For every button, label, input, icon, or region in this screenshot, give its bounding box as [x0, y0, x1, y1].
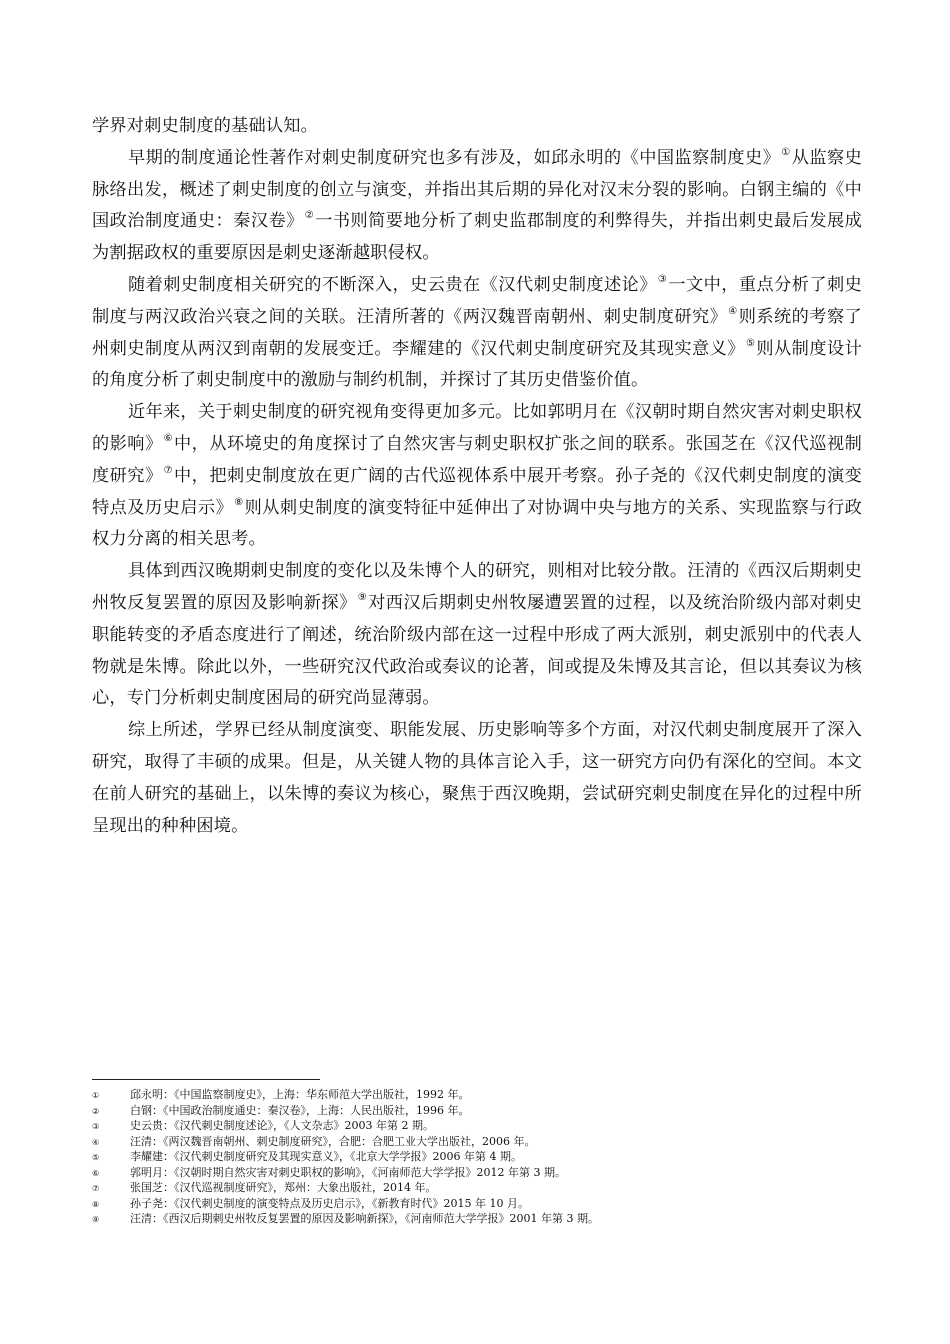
body-text — [92, 111, 862, 842]
footnote-number: ③ — [92, 1122, 100, 1131]
footnote-text: 白钢：《中国政治制度通史：秦汉卷》，上海：人民出版社，1996 年。 — [130, 1103, 470, 1117]
footnote-text: 邱永明：《中国监察制度史》，上海：华东师范大学出版社，1992 年。 — [130, 1088, 470, 1101]
footnote-separator — [92, 1079, 320, 1080]
paragraph-text: 一书则简要地分析了刺史监郡制度的利弊得失，并指出刺史最后发展成为割据政权的重要原因是刺史逐渐越职侵权。 — [92, 211, 863, 264]
footnote-reference[interactable]: ④ — [728, 305, 738, 317]
footnote-number: ⑤ — [92, 1153, 100, 1162]
paragraph-text: 一文中，重点分析了刺史制度与两汉政治兴衰之间的关联。汪清所著的《两汉魏晋南朝州、刺史制度研究》 — [92, 274, 862, 327]
footnote-text: 汪清：《西汉后期刺史州牧反复罢置的原因及影响新探》，《河南师范大学学报》2001 年第 3 期。 — [130, 1212, 599, 1225]
footnotes-list — [92, 1087, 892, 1227]
footnote-text: 孙子尧：《汉代刺史制度的演变特点及历史启示》，《新教育时代》2015 年 10 月。 — [130, 1196, 529, 1210]
footnote-number: ① — [92, 1091, 100, 1100]
paragraph — [92, 556, 862, 715]
footnote-text: 李耀建：《汉代刺史制度研究及其现实意义》，《北京大学学报》2006 年第 4 期。 — [130, 1150, 522, 1163]
footnote-number: ② — [92, 1106, 100, 1116]
footnote-reference[interactable]: ⑦ — [163, 464, 174, 476]
paragraph — [92, 715, 862, 842]
paragraph-text: 中，把刺史制度放在更广阔的古代巡视体系中展开考察。孙子尧的《汉代刺史制度的演变特点及历史启示》 — [92, 465, 862, 518]
footnote-reference[interactable]: ③ — [657, 273, 668, 285]
footnote-item — [92, 1118, 892, 1134]
footnote-text: 史云贵：《汉代刺史制度述论》，《人文杂志》2003 年第 2 期。 — [130, 1119, 434, 1132]
paragraph — [92, 397, 862, 556]
paragraph-text: 近年来，关于刺史制度的研究视角变得更加多元。比如郭明月在《汉朝时期自然灾害对刺史职权的影响》 — [92, 402, 862, 454]
paragraph — [92, 270, 862, 397]
paragraph-text: 则从制度设计的角度分析了刺史制度中的激励与制约机制，并探讨了其历史借鉴价值。 — [92, 338, 863, 391]
footnote-number: ⑥ — [92, 1168, 100, 1178]
footnote-reference[interactable]: ② — [304, 210, 315, 222]
footnote-item — [92, 1165, 892, 1181]
paragraph — [92, 111, 862, 143]
footnote-reference[interactable]: ⑥ — [163, 432, 174, 444]
footnote-text: 郭明月：《汉朝时期自然灾害对刺史职权的影响》，《河南师范大学学报》2012 年第 3 期。 — [130, 1165, 566, 1179]
footnote-text: 汪清：《两汉魏晋南朝州、刺史制度研究》，合肥：合肥工业大学出版社，2006 年。 — [130, 1134, 536, 1148]
footnote-reference[interactable]: ⑤ — [745, 337, 756, 349]
paragraph-text: 对西汉后期刺史州牧屡遭罢置的过程，以及统治阶级内部对刺史职能转变的矛盾态度进行了阐述，统治阶级内部在这一过程中形成了两大派别，刺史派别中的代表人物就是朱博。除此以外，一些研究汉代政治或奏议的论著，间或提及朱博及其言论，但以其奏议为核心，专门分析刺史制度困局的研究尚显薄弱。 — [92, 592, 862, 709]
footnote-item — [92, 1087, 892, 1103]
footnote-reference[interactable]: ⑧ — [234, 496, 244, 508]
footnote-item — [92, 1149, 892, 1165]
footnote-reference[interactable]: ⑨ — [357, 591, 368, 603]
paragraph-text: 随着刺史制度相关研究的不断深入，史云贵在《汉代刺史制度述论》 — [128, 274, 657, 295]
footnote-item — [92, 1134, 892, 1150]
footnote-text: 张国芝：《汉代巡视制度研究》，郑州：大象出版社，2014 年。 — [130, 1181, 437, 1194]
paragraph-text: 综上所述，学界已经从制度演变、职能发展、历史影响等多个方面，对汉代刺史制度展开了深入研究，取得了丰硕的成果。但是，从关键人物的具体言论入手，这一研究方向仍有深化的空间。本文在前人研究的基础上，以朱博的奏议为核心，聚焦于西汉晚期，尝试研究刺史制度在异化的过程中所呈现出的种种困境。 — [92, 720, 862, 836]
paragraph-text: 具体到西汉晚期刺史制度的变化以及朱博个人的研究，则相对比较分散。汪清的《西汉后期刺史州牧反复罢置的原因及影响新探》 — [92, 561, 862, 613]
paragraph-text: 早期的制度通论性著作对刺史制度研究也多有涉及，如邱永明的《中国监察制度史》 — [128, 147, 781, 168]
footnote-reference[interactable]: ① — [781, 146, 791, 158]
footnote-number: ⑧ — [92, 1199, 100, 1209]
footnote-item — [92, 1196, 892, 1212]
paragraph-text: 则系统的考察了州刺史制度从两汉到南朝的发展变迁。李耀建的《汉代刺史制度研究及其现实意义》 — [92, 306, 862, 359]
footnote-number: ④ — [92, 1137, 100, 1147]
footnote-item — [92, 1103, 892, 1119]
paragraph-text: 从监察史脉络出发，概述了刺史制度的创立与演变，并指出其后期的异化对汉末分裂的影响。白钢主编的《中国政治制度通史：秦汉卷》 — [92, 147, 862, 232]
footnote-number: ⑨ — [92, 1215, 100, 1224]
footnote-item — [92, 1180, 892, 1196]
paragraph-text: 学界对刺史制度的基础认知。 — [92, 116, 319, 136]
paragraph-text: 中，从环境史的角度探讨了自然灾害与刺史职权扩张之间的联系。张国芝在《汉代巡视制度研究》 — [92, 433, 862, 486]
footnote-number: ⑦ — [92, 1184, 100, 1193]
footnote-item — [92, 1211, 892, 1227]
paragraph — [92, 143, 862, 270]
paragraph-text: 则从刺史制度的演变特征中延伸出了对协调中央与地方的关系、实现监察与行政权力分离的相关思考。 — [92, 497, 862, 550]
